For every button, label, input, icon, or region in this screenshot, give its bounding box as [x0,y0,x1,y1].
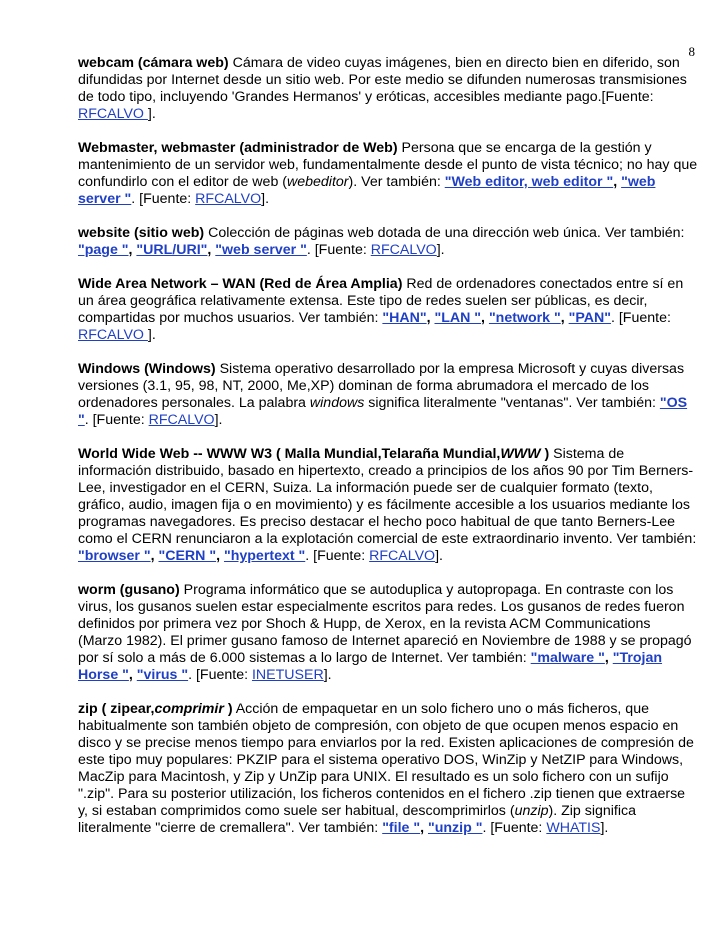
ref-separator: , [426,310,435,326]
ref-separator: , [560,310,569,326]
entry-term: World Wide Web -- WWW W3 ( Malla Mundial,Telaraña Mundial, [78,446,501,462]
entry-term: Windows (Windows) [78,361,216,377]
entry-term-italic: comprimir [154,701,224,717]
source-link[interactable]: RFCALVO [195,191,262,207]
source-suffix: ]. [214,412,223,428]
source-link[interactable]: RFCALVO [78,327,148,343]
source-prefix: . [Fuente: [131,191,196,207]
entry-definition: Cámara de video cuyas imágenes, bien en directo bien en diferido, son difundidas por Internet desde un sitio web. Por este medio se difunden numerosas transmisiones de todo tipo, incluyendo 'Grandes Hermanos' y eróticas, accesibles mediante pago.[Fuente: [78,55,687,105]
ref-separator: , [216,548,224,564]
source-suffix: ]. [600,820,609,836]
entry-term-italic: WWW [500,446,541,462]
entry-term-tail: ) [223,701,233,717]
ref-separator: , [150,548,159,564]
glossary-entry [78,582,698,684]
source-prefix: . [Fuente: [610,310,671,326]
source-suffix: ]. [147,106,156,122]
source-link[interactable]: RFCALVO [148,412,215,428]
entry-definition: Sistema operativo desarrollado por la empresa Microsoft y cuyas diversas versiones (3.1, 95, 98, NT, 2000, Me,XP) dominan de forma abrumadora el mercado de los ordenadores personales. La palabra [78,361,685,411]
see-also-link[interactable]: "network " [488,310,561,326]
ref-separator: , [481,310,489,326]
glossary-entry [78,225,698,259]
see-also-link[interactable]: "CERN " [158,548,217,564]
ref-separator: , [420,820,428,836]
ref-separator: , [128,667,137,683]
see-also-link[interactable]: "browser " [78,548,151,564]
glossary-entry [78,55,698,123]
ref-separator: , [604,650,613,666]
source-suffix: ]. [147,327,156,343]
entry-italic-word: webeditor [287,174,349,190]
ref-separator: , [207,242,216,258]
entry-term: worm (gusano) [78,582,180,598]
glossary-entry [78,701,698,837]
see-also-link[interactable]: "URL/URI" [136,242,208,258]
entry-term: webcam (cámara web) [78,55,229,71]
entry-definition: Red de ordenadores conectados entre sí en un área geográfica relativamente extensa. Este tipo de redes suelen ser públicas, es decir, compartidas por muchos usuarios. Ver también: [78,276,684,326]
source-prefix: . [Fuente: [188,667,252,683]
entry-definition-cont: ). Zip significa literalmente "cierre de cremallera". Ver también: [78,803,637,836]
see-also-link[interactable]: "HAN" [382,310,427,326]
see-also-link[interactable]: "web server " [215,242,307,258]
see-also-link[interactable]: "hypertext " [223,548,306,564]
entry-definition: Programa informático que se autoduplica y autopropaga. En contraste con los virus, los gusanos suelen estar especialmente escritos para redes. Los gusanos de redes fueron definidos por primera vez por Shoch & Hupp, de Xerox, en la revista ACM Communications (Marzo 1982). El primer gusano famoso de Internet apareció en Noviembre de 1988 y se propagó por sí solo a más de 6.000 sistemas a lo largo de Internet. Ver también: [78,582,692,666]
see-also-link[interactable]: "Trojan Horse " [78,650,663,683]
see-also-link[interactable]: "OS " [78,395,688,428]
entry-definition: Colección de páginas web dotada de una dirección web única. Ver también: [204,225,685,241]
entry-term: Webmaster, webmaster (administrador de Web) [78,140,398,156]
source-link[interactable]: RFCALVO [370,242,437,258]
source-prefix: . [Fuente: [84,412,149,428]
source-link[interactable]: RFCALVO [369,548,436,564]
entry-term: Wide Area Network – WAN (Red de Área Amplia) [78,276,403,292]
entry-definition: Sistema de información distribuido, basado en hipertexto, creado a principios de los años 90 por Tim Berners-Lee, investigador en el CERN, Suiza. La información puede ser de cualquier formato (texto, gráfico, audio, imagen fija o en movimiento) y es fácilmente accesible a los usuarios mediante los programas navegadores. Es preciso destacar el hecho poco habitual de que tanto Berners-Lee como el CERN renunciaron a la explotación comercial de este extraordinario invento. Ver también: [78,446,697,547]
see-also-link[interactable]: "web server " [78,174,656,207]
source-link[interactable]: INETUSER [251,667,324,683]
entry-italic-word: windows [309,395,365,411]
see-also-link[interactable]: "PAN" [568,310,611,326]
source-suffix: ]. [261,191,270,207]
glossary-content [78,55,698,837]
see-also-link[interactable]: "file " [382,820,421,836]
see-also-link[interactable]: "LAN " [434,310,482,326]
entry-definition-cont: significa literalmente "ventanas". Ver también: [364,395,660,411]
entry-term: website (sitio web) [78,225,205,241]
entry-definition: Acción de empaquetar en un solo fichero uno o más ficheros, que habitualmente son también objeto de compresión, con objeto de que ocupen menos espacio en disco y se precise menos tiempo para enviarlos por la red. Existen aplicaciones de compresión de este tipo muy populares: PKZIP para el sistema operativo DOS, WinZip y NetZIP para Windows, MacZip para Macintosh, y Zip y UnZip para UNIX. El resultado es un solo fichero con un sufijo ".zip". Para su posterior utilización, los ficheros contenidos en el fichero .zip tienen que extraerse y, si estaban comprimidos como suele ser habitual, descomprimirlos ( [78,701,694,819]
ref-separator: , [613,174,622,190]
see-also-link[interactable]: "malware " [530,650,605,666]
source-link[interactable]: WHATIS [546,820,601,836]
source-prefix: . [Fuente: [306,242,371,258]
entry-term-tail: ) [540,446,550,462]
source-suffix: ]. [435,548,443,564]
glossary-entry [78,140,698,208]
entry-term: zip ( zipear, [78,701,155,717]
ref-separator: , [128,242,137,258]
entry-definition: Persona que se encarga de la gestión y mantenimiento de un servidor web, fundamentalmente desde el punto de vista técnico; no hay que confundirlo con el editor de web ( [78,140,698,190]
see-also-link[interactable]: "Web editor, web editor " [444,174,614,190]
source-prefix: . [Fuente: [482,820,547,836]
source-link[interactable]: RFCALVO [78,106,148,122]
glossary-entry [78,276,698,344]
source-suffix: ]. [323,667,332,683]
entry-italic-word: unzip [514,803,549,819]
source-prefix: . [Fuente: [305,548,370,564]
see-also-link[interactable]: "unzip " [428,820,483,836]
source-suffix: ]. [436,242,445,258]
see-also-link[interactable]: "page " [78,242,129,258]
page-number: 8 [688,44,695,59]
entry-definition-cont: ). Ver también: [348,174,445,190]
glossary-entry [78,361,698,429]
glossary-entry [78,446,698,565]
see-also-link[interactable]: "virus " [136,667,189,683]
